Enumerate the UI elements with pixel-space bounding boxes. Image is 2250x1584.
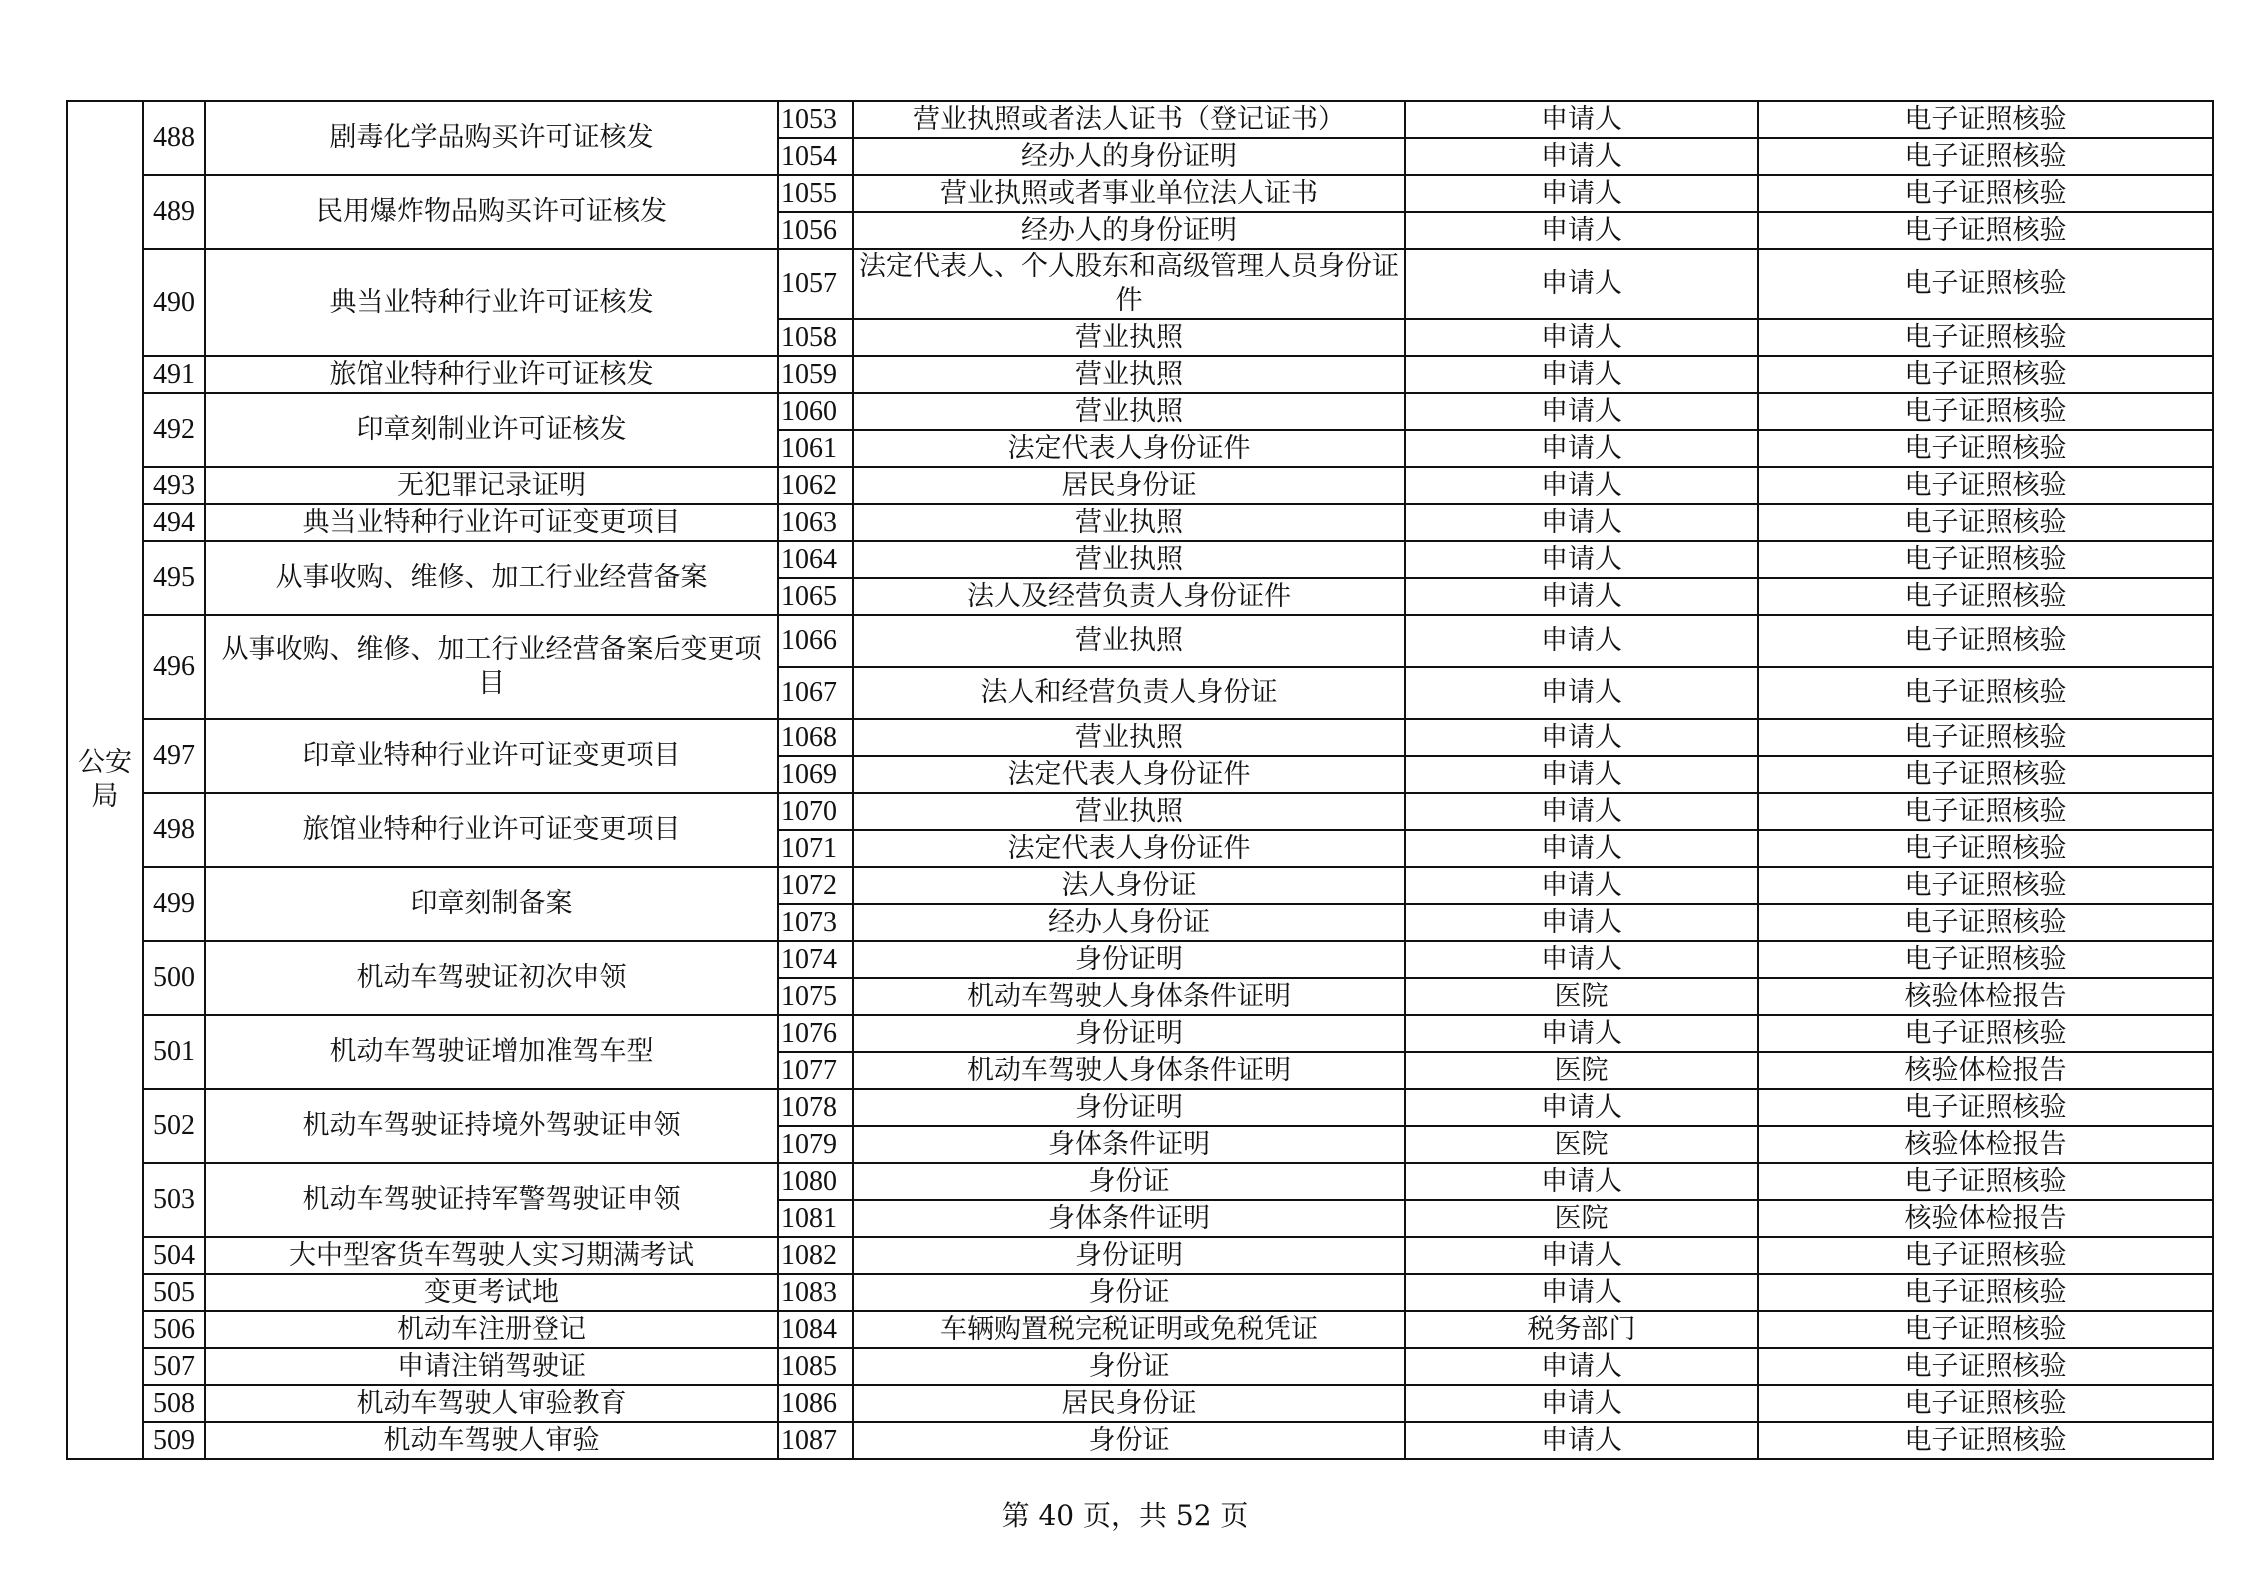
table-row (67, 1422, 2213, 1459)
material-name: 营业执照 (853, 319, 1405, 356)
item-number: 493 (143, 467, 205, 504)
item-number: 495 (143, 541, 205, 615)
verification-method: 核验体检报告 (1758, 978, 2213, 1015)
provider: 申请人 (1405, 1015, 1758, 1052)
provider: 申请人 (1405, 1089, 1758, 1126)
material-code: 1079 (778, 1126, 853, 1163)
provider: 医院 (1405, 1052, 1758, 1089)
provider: 申请人 (1405, 719, 1758, 756)
provider: 申请人 (1405, 212, 1758, 249)
material-code: 1062 (778, 467, 853, 504)
material-code: 1067 (778, 667, 853, 719)
material-code: 1073 (778, 904, 853, 941)
provider: 申请人 (1405, 249, 1758, 319)
item-name: 机动车驾驶证增加准驾车型 (205, 1015, 778, 1089)
verification-method: 电子证照核验 (1758, 430, 2213, 467)
page-footer: 第 40 页，共 52 页 (1001, 1499, 1249, 1532)
item-number: 505 (143, 1274, 205, 1311)
material-name: 身份证明 (853, 1089, 1405, 1126)
verification-method: 电子证照核验 (1758, 138, 2213, 175)
item-number: 501 (143, 1015, 205, 1089)
provider: 申请人 (1405, 504, 1758, 541)
table-row (67, 1237, 2213, 1274)
material-code: 1055 (778, 175, 853, 212)
verification-method: 电子证照核验 (1758, 212, 2213, 249)
material-name: 法人和经营负责人身份证 (853, 667, 1405, 719)
material-name: 营业执照 (853, 541, 1405, 578)
item-name: 机动车驾驶人审验 (205, 1422, 778, 1459)
verification-method: 电子证照核验 (1758, 904, 2213, 941)
item-name: 旅馆业特种行业许可证变更项目 (205, 793, 778, 867)
material-code: 1082 (778, 1237, 853, 1274)
material-code: 1072 (778, 867, 853, 904)
item-name: 印章刻制业许可证核发 (205, 393, 778, 467)
item-number: 496 (143, 615, 205, 719)
material-code: 1061 (778, 430, 853, 467)
provider: 申请人 (1405, 1385, 1758, 1422)
material-code: 1081 (778, 1200, 853, 1237)
item-name: 剧毒化学品购买许可证核发 (205, 101, 778, 175)
provider: 申请人 (1405, 1274, 1758, 1311)
provider: 医院 (1405, 978, 1758, 1015)
material-code: 1064 (778, 541, 853, 578)
provider: 申请人 (1405, 1237, 1758, 1274)
verification-method: 电子证照核验 (1758, 319, 2213, 356)
verification-method: 核验体检报告 (1758, 1052, 2213, 1089)
table-row (67, 719, 2213, 756)
item-name: 机动车驾驶人审验教育 (205, 1385, 778, 1422)
material-code: 1075 (778, 978, 853, 1015)
verification-method: 电子证照核验 (1758, 615, 2213, 667)
table-row (67, 1385, 2213, 1422)
verification-method: 电子证照核验 (1758, 830, 2213, 867)
item-number: 497 (143, 719, 205, 793)
material-name: 营业执照或者法人证书（登记证书） (853, 101, 1405, 138)
provider: 申请人 (1405, 541, 1758, 578)
verification-method: 电子证照核验 (1758, 1311, 2213, 1348)
item-name: 从事收购、维修、加工行业经营备案后变更项目 (205, 615, 778, 719)
provider: 申请人 (1405, 101, 1758, 138)
material-name: 身份证明 (853, 1237, 1405, 1274)
verification-method: 电子证照核验 (1758, 1089, 2213, 1126)
verification-method: 核验体检报告 (1758, 1126, 2213, 1163)
table-row (67, 1274, 2213, 1311)
materials-table (66, 100, 2214, 1460)
verification-method: 电子证照核验 (1758, 1163, 2213, 1200)
table-row (67, 941, 2213, 978)
table-row (67, 101, 2213, 138)
material-code: 1087 (778, 1422, 853, 1459)
material-name: 身份证 (853, 1422, 1405, 1459)
item-number: 509 (143, 1422, 205, 1459)
item-number: 506 (143, 1311, 205, 1348)
material-code: 1070 (778, 793, 853, 830)
material-name: 营业执照或者事业单位法人证书 (853, 175, 1405, 212)
verification-method: 电子证照核验 (1758, 467, 2213, 504)
verification-method: 电子证照核验 (1758, 756, 2213, 793)
verification-method: 电子证照核验 (1758, 793, 2213, 830)
material-name: 营业执照 (853, 393, 1405, 430)
material-name: 营业执照 (853, 719, 1405, 756)
item-name: 机动车驾驶证持军警驾驶证申领 (205, 1163, 778, 1237)
table-row (67, 175, 2213, 212)
material-code: 1080 (778, 1163, 853, 1200)
material-code: 1069 (778, 756, 853, 793)
verification-method: 电子证照核验 (1758, 867, 2213, 904)
provider: 申请人 (1405, 393, 1758, 430)
item-name: 大中型客货车驾驶人实习期满考试 (205, 1237, 778, 1274)
material-code: 1057 (778, 249, 853, 319)
table-row (67, 504, 2213, 541)
material-name: 身体条件证明 (853, 1200, 1405, 1237)
table-row (67, 467, 2213, 504)
material-name: 机动车驾驶人身体条件证明 (853, 978, 1405, 1015)
material-code: 1063 (778, 504, 853, 541)
material-code: 1059 (778, 356, 853, 393)
item-number: 490 (143, 249, 205, 356)
provider: 医院 (1405, 1126, 1758, 1163)
item-number: 491 (143, 356, 205, 393)
material-code: 1054 (778, 138, 853, 175)
material-code: 1056 (778, 212, 853, 249)
table-row (67, 1311, 2213, 1348)
department-cell: 公安局 (67, 101, 143, 1459)
material-name: 身体条件证明 (853, 1126, 1405, 1163)
provider: 申请人 (1405, 615, 1758, 667)
provider: 申请人 (1405, 941, 1758, 978)
material-name: 法人及经营负责人身份证件 (853, 578, 1405, 615)
item-name: 印章刻制备案 (205, 867, 778, 941)
provider: 申请人 (1405, 1163, 1758, 1200)
material-code: 1068 (778, 719, 853, 756)
material-name: 经办人的身份证明 (853, 138, 1405, 175)
material-name: 经办人的身份证明 (853, 212, 1405, 249)
material-name: 身份证 (853, 1274, 1405, 1311)
item-name: 无犯罪记录证明 (205, 467, 778, 504)
item-number: 504 (143, 1237, 205, 1274)
material-code: 1065 (778, 578, 853, 615)
material-name: 法定代表人身份证件 (853, 756, 1405, 793)
material-code: 1060 (778, 393, 853, 430)
material-code: 1085 (778, 1348, 853, 1385)
material-name: 营业执照 (853, 615, 1405, 667)
provider: 申请人 (1405, 1422, 1758, 1459)
material-code: 1086 (778, 1385, 853, 1422)
provider: 申请人 (1405, 793, 1758, 830)
table-row (67, 1089, 2213, 1126)
material-name: 身份证明 (853, 1015, 1405, 1052)
material-code: 1053 (778, 101, 853, 138)
verification-method: 电子证照核验 (1758, 101, 2213, 138)
verification-method: 电子证照核验 (1758, 541, 2213, 578)
provider: 申请人 (1405, 430, 1758, 467)
verification-method: 电子证照核验 (1758, 578, 2213, 615)
item-number: 508 (143, 1385, 205, 1422)
item-number: 503 (143, 1163, 205, 1237)
material-name: 营业执照 (853, 793, 1405, 830)
provider: 税务部门 (1405, 1311, 1758, 1348)
item-number: 494 (143, 504, 205, 541)
material-name: 身份证 (853, 1348, 1405, 1385)
material-name: 法定代表人身份证件 (853, 430, 1405, 467)
verification-method: 电子证照核验 (1758, 1348, 2213, 1385)
verification-method: 电子证照核验 (1758, 504, 2213, 541)
provider: 申请人 (1405, 867, 1758, 904)
item-name: 旅馆业特种行业许可证核发 (205, 356, 778, 393)
item-number: 498 (143, 793, 205, 867)
table-row (67, 393, 2213, 430)
provider: 申请人 (1405, 138, 1758, 175)
item-name: 典当业特种行业许可证核发 (205, 249, 778, 356)
item-number: 489 (143, 175, 205, 249)
material-name: 法人身份证 (853, 867, 1405, 904)
verification-method: 电子证照核验 (1758, 1015, 2213, 1052)
verification-method: 电子证照核验 (1758, 1385, 2213, 1422)
material-code: 1066 (778, 615, 853, 667)
provider: 申请人 (1405, 175, 1758, 212)
item-name: 典当业特种行业许可证变更项目 (205, 504, 778, 541)
item-number: 499 (143, 867, 205, 941)
verification-method: 电子证照核验 (1758, 175, 2213, 212)
table-row (67, 356, 2213, 393)
provider: 申请人 (1405, 356, 1758, 393)
material-code: 1074 (778, 941, 853, 978)
item-name: 印章业特种行业许可证变更项目 (205, 719, 778, 793)
item-name: 机动车驾驶证持境外驾驶证申领 (205, 1089, 778, 1163)
item-number: 507 (143, 1348, 205, 1385)
provider: 申请人 (1405, 578, 1758, 615)
material-name: 经办人身份证 (853, 904, 1405, 941)
provider: 申请人 (1405, 756, 1758, 793)
material-code: 1058 (778, 319, 853, 356)
table-row (67, 1015, 2213, 1052)
provider: 医院 (1405, 1200, 1758, 1237)
material-code: 1083 (778, 1274, 853, 1311)
provider: 申请人 (1405, 1348, 1758, 1385)
table-row (67, 615, 2213, 667)
verification-method: 电子证照核验 (1758, 941, 2213, 978)
item-name: 申请注销驾驶证 (205, 1348, 778, 1385)
verification-method: 电子证照核验 (1758, 393, 2213, 430)
material-name: 机动车驾驶人身体条件证明 (853, 1052, 1405, 1089)
material-code: 1078 (778, 1089, 853, 1126)
provider: 申请人 (1405, 467, 1758, 504)
table-row (67, 793, 2213, 830)
table-row (67, 867, 2213, 904)
material-code: 1071 (778, 830, 853, 867)
provider: 申请人 (1405, 667, 1758, 719)
material-name: 身份证 (853, 1163, 1405, 1200)
item-number: 500 (143, 941, 205, 1015)
item-name: 民用爆炸物品购买许可证核发 (205, 175, 778, 249)
table-row (67, 541, 2213, 578)
verification-method: 电子证照核验 (1758, 719, 2213, 756)
verification-method: 电子证照核验 (1758, 1237, 2213, 1274)
provider: 申请人 (1405, 319, 1758, 356)
material-name: 身份证明 (853, 941, 1405, 978)
material-name: 营业执照 (853, 504, 1405, 541)
material-code: 1076 (778, 1015, 853, 1052)
item-name: 从事收购、维修、加工行业经营备案 (205, 541, 778, 615)
material-name: 居民身份证 (853, 1385, 1405, 1422)
verification-method: 电子证照核验 (1758, 249, 2213, 319)
verification-method: 电子证照核验 (1758, 1274, 2213, 1311)
table-row (67, 249, 2213, 319)
provider: 申请人 (1405, 904, 1758, 941)
item-number: 492 (143, 393, 205, 467)
verification-method: 电子证照核验 (1758, 667, 2213, 719)
material-code: 1084 (778, 1311, 853, 1348)
item-number: 502 (143, 1089, 205, 1163)
material-name: 居民身份证 (853, 467, 1405, 504)
material-name: 法定代表人、个人股东和高级管理人员身份证件 (853, 249, 1405, 319)
verification-method: 电子证照核验 (1758, 356, 2213, 393)
item-number: 488 (143, 101, 205, 175)
provider: 申请人 (1405, 830, 1758, 867)
item-name: 机动车注册登记 (205, 1311, 778, 1348)
material-code: 1077 (778, 1052, 853, 1089)
table-row (67, 1163, 2213, 1200)
verification-method: 电子证照核验 (1758, 1422, 2213, 1459)
material-name: 车辆购置税完税证明或免税凭证 (853, 1311, 1405, 1348)
material-name: 营业执照 (853, 356, 1405, 393)
verification-method: 核验体检报告 (1758, 1200, 2213, 1237)
item-name: 机动车驾驶证初次申领 (205, 941, 778, 1015)
table-row (67, 1348, 2213, 1385)
material-name: 法定代表人身份证件 (853, 830, 1405, 867)
item-name: 变更考试地 (205, 1274, 778, 1311)
